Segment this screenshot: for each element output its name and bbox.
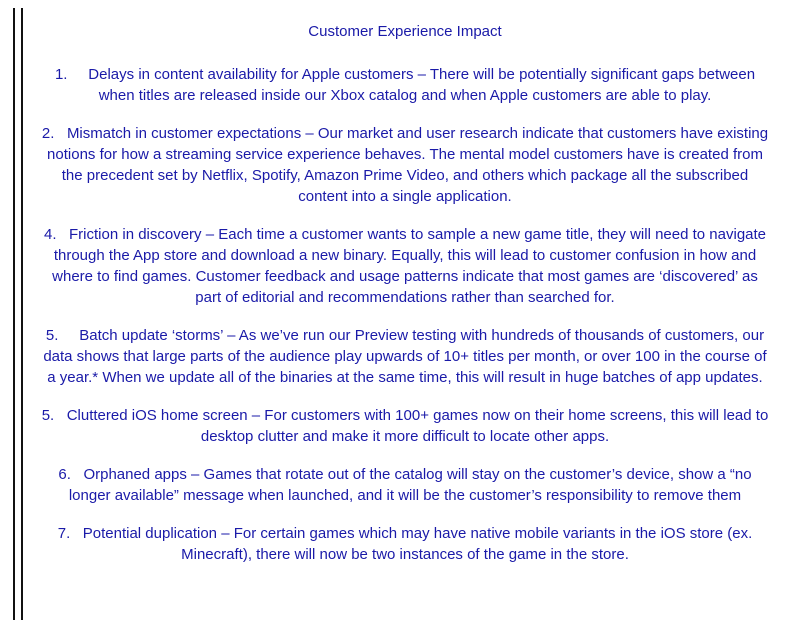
left-margin-rule-outer [13, 8, 15, 620]
list-item-number: 7. [57, 525, 71, 542]
list-item-indent [70, 525, 83, 542]
list-item-text: Orphaned apps – Games that rotate out of the catalog will stay on the customer’s device, show a “no longer available” message when launched, and it will be the customer’s responsibility to remove them [68, 466, 752, 504]
list-item-indent [54, 407, 67, 424]
list-item-number: 5. [45, 327, 59, 344]
list-item [40, 405, 770, 447]
list-item-number: 1. [54, 66, 68, 83]
list-item-text: Cluttered iOS home screen – For customers with 100+ games now on their home screens, this will lead to desktop clutter and make it more difficult to locate other apps. [66, 407, 769, 445]
left-margin-rule-inner [21, 8, 23, 620]
list-item-number: 6. [58, 466, 71, 483]
list-item-text: Friction in discovery – Each time a customer wants to sample a new game title, they will need to navigate through the App store and download a new binary. Equally, this will lead to customer confusion in how and where to find games. Customer feedback and usage patterns indicate that most games are ‘discovered’ as part of editorial and recommendations rather than searched for. [52, 226, 767, 306]
page-title: Customer Experience Impact [308, 23, 502, 40]
list-item-text: Delays in content availability for Apple customers – There will be potentially significant gaps between when titles are released inside our Xbox catalog and when Apple customers are able to play. [88, 66, 756, 104]
list-item-number: 5. [41, 407, 55, 424]
list-item-indent [67, 66, 88, 83]
list-item-indent [58, 327, 79, 344]
list-item-indent [57, 226, 70, 243]
document-body [34, 14, 776, 565]
list-item [40, 123, 770, 207]
list-item-number: 4. [43, 226, 57, 243]
list-item-text: Potential duplication – For certain games which may have native mobile variants in the iOS store (ex. Minecraft), there will now be two instances of the game in the store. [82, 525, 753, 563]
list-item-number: 2. [41, 125, 55, 142]
list-item [40, 464, 770, 506]
list-item-indent [54, 125, 67, 142]
list-item [40, 523, 770, 565]
list-item [40, 325, 770, 388]
list-item [40, 224, 770, 308]
list-item [40, 64, 770, 106]
list-item-indent [71, 466, 84, 483]
list-item-text: Batch update ‘storms’ – As we’ve run our Preview testing with hundreds of thousands of customers, our data shows that large parts of the audience play upwards of 10+ titles per month, or over 100 in the course of a year.* When we update all of the binaries at the same time, this will result in huge batches of app updates. [43, 327, 767, 386]
list-item-text: Mismatch in customer expectations – Our market and user research indicate that customers have existing notions for how a streaming service experience behaves. The mental model customers have is created from the precedent set by Netflix, Spotify, Amazon Prime Video, and others which package all the subscribed content into a single application. [47, 125, 769, 205]
